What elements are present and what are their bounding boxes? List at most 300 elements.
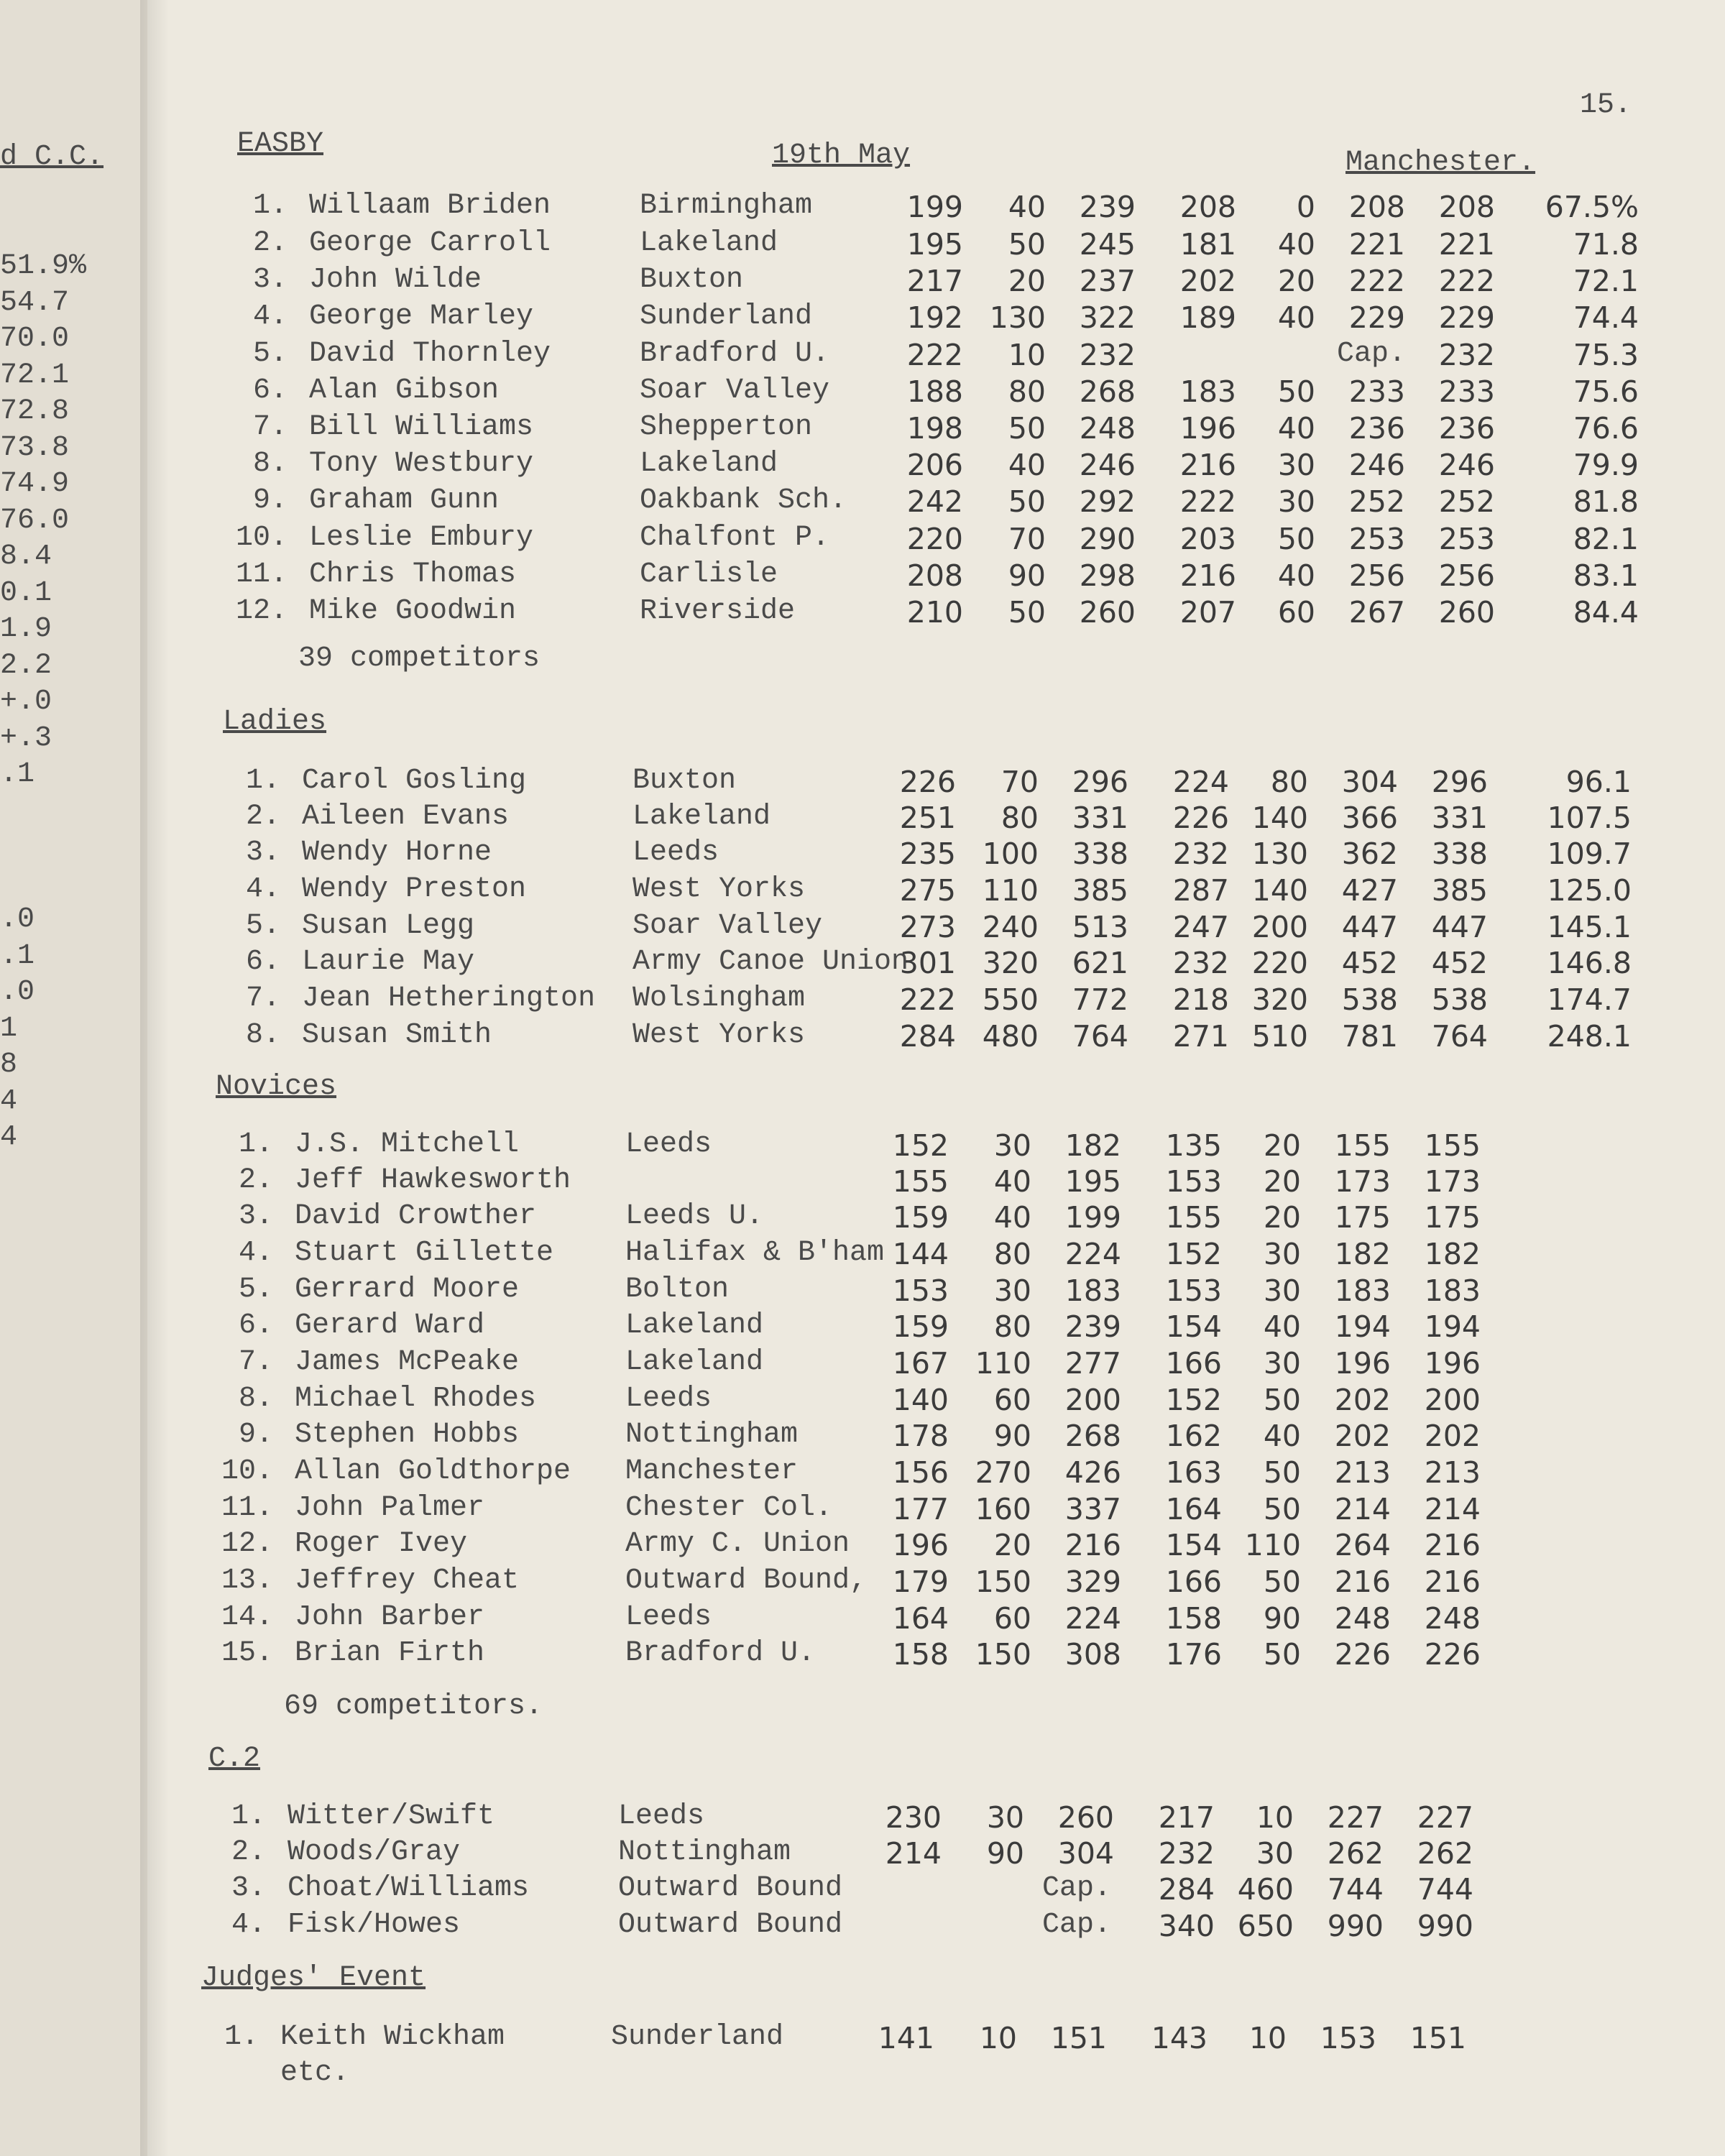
rank: 8. [252, 448, 288, 480]
competitor-name: Graham Gunn [309, 484, 500, 517]
competitor-name: Susan Legg [302, 910, 475, 942]
percentage: 174.7 [1547, 982, 1632, 1017]
run1-time: 210 [906, 595, 963, 630]
run1-total: 151 [1050, 2021, 1107, 2055]
previous-page-value: .1 [0, 758, 35, 791]
run2-total: 202 [1334, 1419, 1391, 1453]
run1-total: 268 [1064, 1419, 1121, 1453]
competitor-name: Willaam Briden [309, 190, 551, 222]
competitor-name: Aileen Evans [302, 801, 510, 833]
best-score: 296 [1431, 765, 1488, 799]
best-score: 256 [1438, 558, 1495, 593]
run1-time: 284 [899, 1019, 956, 1054]
percentage: 84.4 [1573, 595, 1639, 630]
competitor-name: Wendy Preston [302, 873, 527, 906]
event-date: 19th May [772, 139, 911, 172]
club-name: Leeds [618, 1800, 705, 1833]
best-score: 196 [1424, 1346, 1481, 1381]
run2-penalty: 140 [1251, 801, 1308, 835]
club-name: Sunderland [640, 300, 813, 333]
run1-penalty: 40 [1008, 448, 1046, 482]
run2-total: 153 [1320, 2021, 1376, 2055]
section-title: Novices [216, 1071, 337, 1103]
run2-total: 221 [1348, 227, 1405, 262]
club-name: Wolsingham [632, 982, 806, 1015]
previous-page-value: 2.2 [0, 649, 52, 682]
competitor-name: Stephen Hobbs [295, 1419, 520, 1451]
run1-penalty: 20 [993, 1528, 1031, 1562]
previous-page-value: 70.0 [0, 323, 70, 355]
run2-penalty: 40 [1277, 411, 1315, 446]
club-name: Leeds [625, 1128, 712, 1161]
run1-total: 183 [1064, 1273, 1121, 1308]
run2-penalty: 60 [1277, 595, 1315, 630]
run1-time: 242 [906, 484, 963, 519]
rank: 2. [245, 801, 280, 833]
run2-total: 216 [1334, 1565, 1391, 1599]
competitor-name: George Marley [309, 300, 534, 333]
competitor-name: Mike Goodwin [309, 595, 517, 627]
run2-total: 304 [1341, 765, 1398, 799]
club-name: Lakeland [640, 227, 778, 259]
previous-page-value [0, 793, 86, 830]
run2-total: 196 [1334, 1346, 1391, 1381]
run1-time: 164 [892, 1601, 949, 1636]
competitor-name: Choat/Williams [288, 1872, 530, 1904]
run1-time: 156 [892, 1455, 949, 1490]
percentage: 67.5% [1545, 190, 1639, 224]
competitor-name: Jeff Hawkesworth [295, 1164, 571, 1197]
rank: 11. [221, 1492, 273, 1524]
previous-page-heading: d C.C. [0, 141, 104, 173]
run1-total: 304 [1057, 1836, 1114, 1871]
run1-penalty: 70 [1008, 522, 1046, 556]
previous-page-value: 4 [0, 1084, 18, 1118]
club-name: Shepperton [640, 411, 813, 443]
best-score: 221 [1438, 227, 1495, 262]
run1-time: 217 [906, 264, 963, 298]
run1-total: 331 [1072, 801, 1128, 835]
percentage: 146.8 [1547, 946, 1632, 980]
run1-penalty: 80 [993, 1237, 1031, 1271]
previous-page-value [0, 829, 86, 866]
run1-penalty: 150 [975, 1565, 1031, 1599]
best-score: 262 [1417, 1836, 1473, 1871]
run1-time: 195 [906, 227, 963, 262]
club-name: Bradford U. [640, 338, 830, 370]
percentage: 107.5 [1547, 801, 1632, 835]
run2-penalty: 50 [1263, 1637, 1301, 1672]
run2-total: 366 [1341, 801, 1398, 835]
run2-total: 538 [1341, 982, 1398, 1017]
percentage: 83.1 [1573, 558, 1639, 593]
run1-penalty: 60 [993, 1601, 1031, 1636]
run2-penalty: 20 [1263, 1164, 1301, 1199]
club-name: Army Canoe Union [632, 946, 909, 978]
club-name: Halifax & B'ham [625, 1237, 885, 1269]
run1-time: 167 [892, 1346, 949, 1381]
run2-time: 287 [1172, 873, 1229, 908]
club-name: Lakeland [625, 1309, 764, 1342]
run1-time: 140 [892, 1383, 949, 1417]
best-score: 252 [1438, 484, 1495, 519]
best-score: 452 [1431, 946, 1488, 980]
run1-penalty: 80 [1000, 801, 1039, 835]
club-name: Birmingham [640, 190, 813, 222]
run1-total: 245 [1079, 227, 1136, 262]
rank: 1. [238, 1128, 273, 1161]
rank: 6. [245, 946, 280, 978]
club-name: Nottingham [625, 1419, 799, 1451]
rank: 3. [245, 837, 280, 869]
run2-total: 990 [1327, 1909, 1384, 1943]
run1-time: 153 [892, 1273, 949, 1308]
run1-penalty: 320 [982, 946, 1039, 980]
run1-penalty: 270 [975, 1455, 1031, 1490]
club-name: Nottingham [618, 1836, 791, 1869]
run1-total: 621 [1072, 946, 1128, 980]
rank: 1. [224, 2021, 259, 2053]
run1-total: 200 [1064, 1383, 1121, 1417]
run2-time: 154 [1165, 1309, 1222, 1344]
run1-time: 158 [892, 1637, 949, 1672]
run1-total: 268 [1079, 374, 1136, 409]
percentage: 96.1 [1565, 765, 1632, 799]
run2-penalty: 30 [1263, 1237, 1301, 1271]
competitor-name: Chris Thomas [309, 558, 517, 591]
competitor-name: Gerard Ward [295, 1309, 485, 1342]
club-name: West Yorks [632, 1019, 806, 1051]
run1-penalty: 110 [982, 873, 1039, 908]
run1-penalty: 50 [1008, 227, 1046, 262]
page-number: 15. [1580, 89, 1632, 121]
club-name: Riverside [640, 595, 796, 627]
run1-total: 385 [1072, 873, 1128, 908]
best-score: 226 [1424, 1637, 1481, 1672]
run1-time: 301 [899, 946, 956, 980]
rank: 1. [231, 1800, 266, 1833]
run2-time: 154 [1165, 1528, 1222, 1562]
previous-page-value: .0 [0, 903, 35, 936]
run2-total: 202 [1334, 1383, 1391, 1417]
previous-page-value: 73.8 [0, 431, 70, 464]
run1-time: 206 [906, 448, 963, 482]
capsize-note: Cap. [1042, 1872, 1112, 1904]
capsize-note: Cap. [1042, 1909, 1112, 1941]
run2-penalty: 20 [1263, 1128, 1301, 1163]
run2-total: 194 [1334, 1309, 1391, 1344]
run2-total: 252 [1348, 484, 1405, 519]
run2-total: 744 [1327, 1872, 1384, 1907]
run2-penalty: 50 [1263, 1383, 1301, 1417]
run2-total: 233 [1348, 374, 1405, 409]
rank: 8. [245, 1019, 280, 1051]
run1-penalty: 90 [986, 1836, 1024, 1871]
club-name: Leeds [625, 1601, 712, 1634]
run2-penalty: 30 [1256, 1836, 1294, 1871]
run2-total: 229 [1348, 300, 1405, 335]
competitor-name: Allan Goldthorpe [295, 1455, 571, 1488]
run1-penalty: 50 [1008, 595, 1046, 630]
best-score: 764 [1431, 1019, 1488, 1054]
run1-total: 329 [1064, 1565, 1121, 1599]
club-name: West Yorks [632, 873, 806, 906]
best-score: 173 [1424, 1164, 1481, 1199]
run1-total: 338 [1072, 837, 1128, 871]
competitor-name: Leslie Embury [309, 522, 534, 554]
previous-page-value: +.0 [0, 686, 52, 718]
competitor-name: Witter/Swift [288, 1800, 495, 1833]
best-score: 253 [1438, 522, 1495, 556]
competitor-name: Carol Gosling [302, 765, 527, 797]
percentage: 74.4 [1573, 300, 1639, 335]
event-title: EASBY [237, 128, 324, 160]
run1-total: 772 [1072, 982, 1128, 1017]
best-score: 338 [1431, 837, 1488, 871]
previous-page-value: 1.9 [0, 613, 52, 645]
run2-total: 208 [1348, 190, 1405, 224]
competitor-name: James McPeake [295, 1346, 520, 1378]
previous-page-value: .0 [0, 976, 35, 1008]
run2-penalty: 90 [1263, 1601, 1301, 1636]
rank: 2. [252, 227, 288, 259]
best-score: 155 [1424, 1128, 1481, 1163]
previous-page-value: 0.1 [0, 576, 52, 609]
rank: 9. [238, 1419, 273, 1451]
run1-total: 239 [1064, 1309, 1121, 1344]
rank: 2. [238, 1164, 273, 1197]
rank: 4. [238, 1237, 273, 1269]
club-name: Leeds U. [625, 1200, 764, 1233]
run1-time: 141 [878, 2021, 934, 2055]
run2-total: 173 [1334, 1164, 1391, 1199]
run2-total: 246 [1348, 448, 1405, 482]
competitor-name: Brian Firth [295, 1637, 485, 1669]
best-score: 200 [1424, 1383, 1481, 1417]
competitor-name: John Palmer [295, 1492, 485, 1524]
run1-total: 199 [1064, 1200, 1121, 1235]
run2-total: 427 [1341, 873, 1398, 908]
best-score: 214 [1424, 1492, 1481, 1526]
percentage: 81.8 [1573, 484, 1639, 519]
run2-penalty: 40 [1277, 558, 1315, 593]
run2-time: 203 [1179, 522, 1236, 556]
best-score: 183 [1424, 1273, 1481, 1308]
best-score: 331 [1431, 801, 1488, 835]
run2-time: 232 [1172, 837, 1229, 871]
rank: 11. [235, 558, 288, 591]
run1-time: 230 [885, 1800, 942, 1835]
run1-penalty: 30 [993, 1128, 1031, 1163]
previous-page-value: 72.1 [0, 359, 70, 392]
percentage: 79.9 [1573, 448, 1639, 482]
run1-penalty: 40 [993, 1164, 1031, 1199]
rank: 2. [231, 1836, 266, 1869]
run2-time: 202 [1179, 264, 1236, 298]
run1-time: 155 [892, 1164, 949, 1199]
run2-total: 781 [1341, 1019, 1398, 1054]
rank: 3. [231, 1872, 266, 1904]
rank: 13. [221, 1565, 273, 1597]
run2-total: 155 [1334, 1128, 1391, 1163]
run1-time: 235 [899, 837, 956, 871]
club-name: Oakbank Sch. [640, 484, 847, 517]
best-score: 990 [1417, 1909, 1473, 1943]
run1-time: 159 [892, 1200, 949, 1235]
run2-penalty: 40 [1277, 300, 1315, 335]
run1-total: 216 [1064, 1528, 1121, 1562]
run2-time: 166 [1165, 1565, 1222, 1599]
run2-time: 226 [1172, 801, 1229, 835]
run2-penalty: 50 [1263, 1565, 1301, 1599]
best-score: 182 [1424, 1237, 1481, 1271]
competitor-name: Stuart Gillette [295, 1237, 554, 1269]
run1-total: 337 [1064, 1492, 1121, 1526]
run2-total: 214 [1334, 1492, 1391, 1526]
percentage: 75.3 [1573, 338, 1639, 372]
run2-penalty: 510 [1251, 1019, 1308, 1054]
run1-penalty: 480 [982, 1019, 1039, 1054]
run1-penalty: 110 [975, 1346, 1031, 1381]
competitor-name: Michael Rhodes [295, 1383, 537, 1415]
run2-time: 247 [1172, 910, 1229, 944]
run2-time: 143 [1151, 2021, 1208, 2055]
percentage: 71.8 [1573, 227, 1639, 262]
run2-time: 232 [1158, 1836, 1215, 1871]
best-score: 216 [1424, 1565, 1481, 1599]
run1-time: 273 [899, 910, 956, 944]
run2-total: 236 [1348, 411, 1405, 446]
run2-penalty: 220 [1251, 946, 1308, 980]
run1-total: 224 [1064, 1237, 1121, 1271]
run2-total: 175 [1334, 1200, 1391, 1235]
previous-page-value [0, 866, 86, 903]
run2-time: 189 [1179, 300, 1236, 335]
percentage: 125.0 [1547, 873, 1632, 908]
run2-total: 452 [1341, 946, 1398, 980]
run2-time: 222 [1179, 484, 1236, 519]
rank: 6. [238, 1309, 273, 1342]
run1-time: 226 [899, 765, 956, 799]
run2-time: 284 [1158, 1872, 1215, 1907]
run2-time: 152 [1165, 1383, 1222, 1417]
competitor-name: Fisk/Howes [288, 1909, 461, 1941]
best-score: 229 [1438, 300, 1495, 335]
run1-penalty: 50 [1008, 411, 1046, 446]
run1-total: 260 [1057, 1800, 1114, 1835]
club-name: Buxton [640, 264, 744, 296]
run2-penalty: 30 [1277, 448, 1315, 482]
run1-total: 248 [1079, 411, 1136, 446]
best-score: 208 [1438, 190, 1495, 224]
run2-total: 262 [1327, 1836, 1384, 1871]
previous-page-value: 8 [0, 1049, 18, 1081]
rank: 12. [235, 595, 288, 627]
run1-penalty: 50 [1008, 484, 1046, 519]
run1-total: 764 [1072, 1019, 1128, 1054]
rank: 5. [238, 1273, 273, 1306]
run2-penalty: 200 [1251, 910, 1308, 944]
competitor-name: Susan Smith [302, 1019, 492, 1051]
previous-page-value: 1 [0, 1012, 18, 1045]
run2-penalty: 50 [1277, 374, 1315, 409]
rank: 7. [252, 411, 288, 443]
best-score: 246 [1438, 448, 1495, 482]
best-score: 248 [1424, 1601, 1481, 1636]
run2-total: 362 [1341, 837, 1398, 871]
competitor-name: Gerrard Moore [295, 1273, 520, 1306]
run2-time: 153 [1165, 1164, 1222, 1199]
run2-time: 163 [1165, 1455, 1222, 1490]
run2-time: 176 [1165, 1637, 1222, 1672]
section-title: Judges' Event [201, 1962, 426, 1994]
previous-page-value: +.3 [0, 722, 52, 755]
club-name: Carlisle [640, 558, 778, 591]
best-score: 227 [1417, 1800, 1473, 1835]
run2-penalty: 0 [1296, 190, 1315, 224]
rank: 12. [221, 1528, 273, 1560]
club-name: Chester Col. [625, 1492, 833, 1524]
run1-total: 308 [1064, 1637, 1121, 1672]
run2-time: 340 [1158, 1909, 1215, 1943]
run1-total: 298 [1079, 558, 1136, 593]
best-score: 213 [1424, 1455, 1481, 1490]
run1-total: 277 [1064, 1346, 1121, 1381]
percentage: 75.6 [1573, 374, 1639, 409]
run2-time: 153 [1165, 1273, 1222, 1308]
best-score: 260 [1438, 595, 1495, 630]
rank: 3. [238, 1200, 273, 1233]
run2-time: 196 [1179, 411, 1236, 446]
best-score: 151 [1409, 2021, 1466, 2055]
run2-penalty: 130 [1251, 837, 1308, 871]
run1-penalty: 40 [993, 1200, 1031, 1235]
run2-penalty: 40 [1263, 1309, 1301, 1344]
run1-penalty: 10 [1008, 338, 1046, 372]
competitor-name: etc. [280, 2057, 350, 2089]
rank: 5. [252, 338, 288, 370]
run2-time: 224 [1172, 765, 1229, 799]
club-name: Army C. Union [625, 1528, 850, 1560]
run1-total: 290 [1079, 522, 1136, 556]
section-title: Ladies [223, 706, 327, 738]
run2-penalty: 40 [1263, 1419, 1301, 1453]
rank: 1. [245, 765, 280, 797]
run2-penalty: 650 [1237, 1909, 1294, 1943]
run2-penalty: 460 [1237, 1872, 1294, 1907]
competitor-name: Tony Westbury [309, 448, 534, 480]
run1-time: 179 [892, 1565, 949, 1599]
competitor-name: David Thornley [309, 338, 551, 370]
run1-total: 195 [1064, 1164, 1121, 1199]
competitor-name: John Wilde [309, 264, 482, 296]
club-name: Outward Bound [618, 1872, 843, 1904]
best-score: 175 [1424, 1200, 1481, 1235]
competitor-name: John Barber [295, 1601, 485, 1634]
run2-penalty: 110 [1244, 1528, 1301, 1562]
run1-time: 198 [906, 411, 963, 446]
run2-penalty: 10 [1248, 2021, 1287, 2055]
previous-page-value: 51.9% [0, 250, 87, 282]
run1-total: 296 [1072, 765, 1128, 799]
club-name: Outward Bound, [625, 1565, 868, 1597]
run2-total: 213 [1334, 1455, 1391, 1490]
run2-time: 207 [1179, 595, 1236, 630]
run1-time: 177 [892, 1492, 949, 1526]
competitor-name: Laurie May [302, 946, 475, 978]
run1-time: 222 [899, 982, 956, 1017]
run1-penalty: 70 [1000, 765, 1039, 799]
